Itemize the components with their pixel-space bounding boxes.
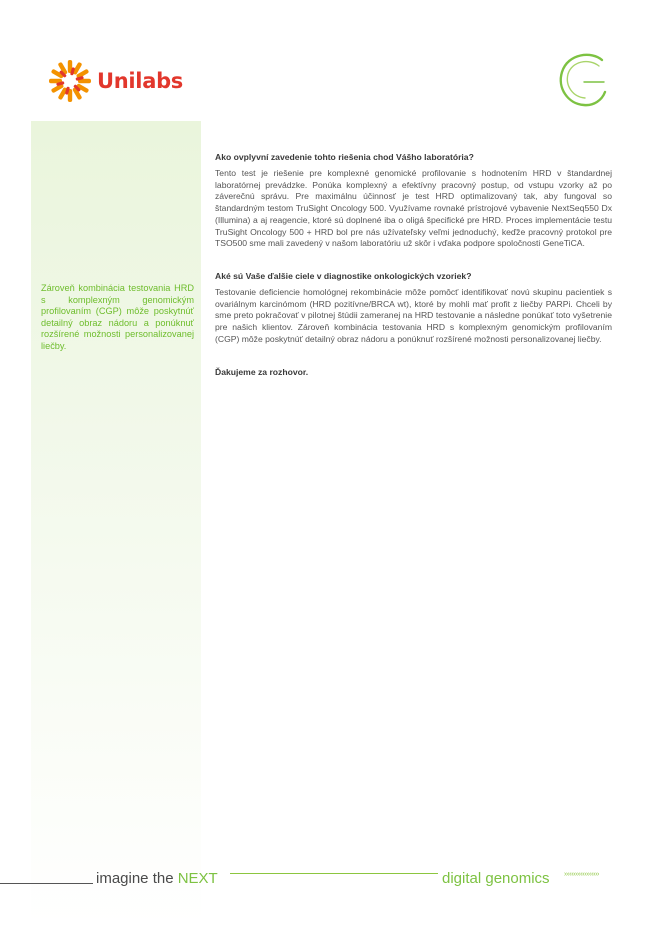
footer-divider-left — [0, 883, 93, 884]
footer-tagline-accent: NEXT — [177, 870, 218, 887]
answer-2: Testovanie deficiencie homológnej rekombinácie môže pomôcť identifikovať novú skupinu pacientiek s ovariálnym karcinómom (HRD pozitívne/BRCA wt), ktoré by mohli mať profit z liečby PARPi. Chceli by sme preto pokračovať v pilotnej štúdii zameranej na HRD testovanie a následne ponúkať toto vyšetrenie pre našich klientov. Zároveň kombinácia testovania HRD s komplexným genomickým profilovaním (CGP) môže poskytnúť detailný obraz nádoru a ponúknuť rozšírené možnosti personalizovanej liečby. — [215, 286, 612, 344]
sidebar-panel — [31, 121, 201, 926]
sun-icon — [48, 59, 92, 103]
footer-digital-genomics: digital genomics — [442, 870, 550, 887]
question-1: Ako ovplyvní zavedenie tohto riešenia chod Vášho laboratória? — [215, 152, 474, 162]
chevron-decoration: ››››››››››››››››››› — [564, 871, 599, 878]
question-2: Aké sú Vaše ďalšie ciele v diagnostike onkologických vzoriek? — [215, 270, 472, 281]
footer-tagline-prefix: imagine the — [96, 870, 178, 887]
unilabs-logo — [48, 59, 183, 103]
article-body — [215, 152, 612, 377]
genetica-g-icon — [556, 52, 610, 108]
pull-quote: Zároveň kombinácia testovania HRD s komplexným genomickým profilovaním (CGP) môže poskytnúť detailný obraz nádoru a ponúknuť rozšírené možnosti personalizovanej liečby. — [41, 283, 194, 351]
footer-divider-middle — [230, 873, 438, 874]
thanks-line: Ďakujeme za rozhovor. — [215, 367, 309, 378]
brand-name: Unilabs — [97, 69, 184, 93]
footer-tagline — [96, 870, 218, 887]
answer-1: Tento test je riešenie pre komplexné genomické profilovanie s hodnotením HRD v štandardnej laboratórnej prevádzke. Ponúka komplexný a efektívny pracovný postup, od vstupu vzorky až po záverečnú správu. Pre maximálnu účinnosť je test HRD optimalizovaný tak, aby fungoval so štandardným testom TruSight Oncology 500. Využívame rovnaké prístrojové vybavenie NextSeq550 Dx (Illumina) a aj reagencie, ktoré sú doplnené iba o oligá špecifické pre HRD. Proces implementácie testu TruSight Oncology 500 + HRD bol pre nás užívateľsky veľmi jednoduchý, keďže pracovný protokol pre TSO500 sme mali zavedený v našom laboratóriu už skôr i vďaka podpore spoločnosti GeneTiCA. — [215, 168, 612, 249]
